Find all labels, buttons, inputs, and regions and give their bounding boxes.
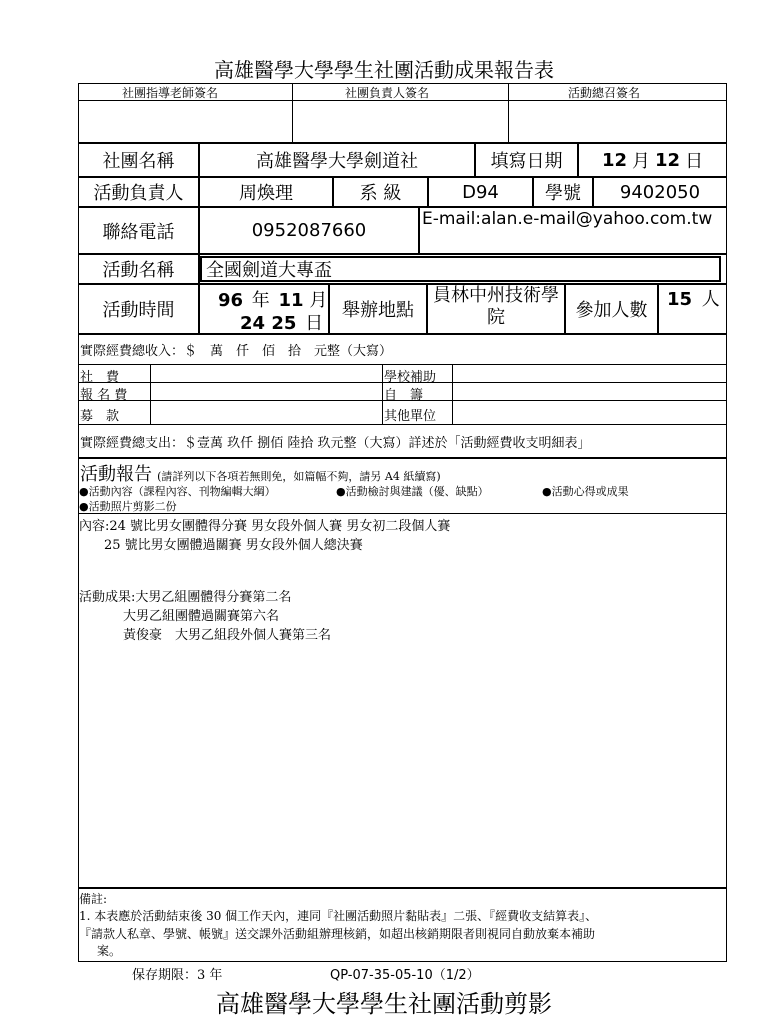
result-line-1: 活動成果:大男乙組團體得分賽第二名 — [79, 590, 292, 605]
report-bullet-1: ●活動內容（課程內容、刊物編輯大綱） — [79, 485, 276, 498]
time-days-line — [240, 309, 323, 335]
page-title: 高雄醫學大學學生社團活動成果報告表 — [214, 58, 554, 82]
dept-label: 系 級 — [333, 177, 428, 207]
activity-value: 全國劍道大專盃 — [200, 256, 721, 282]
participants-unit: 人 — [701, 289, 720, 310]
finance-divider-4 — [78, 424, 726, 425]
person-value: 周煥理 — [199, 177, 333, 207]
report-heading: 活動報告 — [80, 464, 152, 485]
time-year: 96 — [218, 290, 244, 311]
student-id-value: 9402050 — [593, 177, 727, 207]
next-page-title: 高雄醫學大學學生社團活動剪影 — [216, 990, 552, 1018]
participants-label: 參加人數 — [565, 284, 658, 334]
reg-fee-label: 報 名 費 — [80, 388, 128, 403]
remarks-line-2: 『請款人私章、學號、帳號』送交課外活動組辦理核銷，如超出核銷期限者則視同自動放棄本補助 — [79, 927, 596, 941]
report-bullet-4: ●活動照片剪影二份 — [79, 500, 177, 513]
time-label: 活動時間 — [78, 284, 199, 334]
advisor-signature-label: 社團指導老師簽名 — [122, 86, 219, 100]
day-unit: 日 — [685, 151, 704, 172]
phone-value: 0952087660 — [199, 207, 419, 254]
leader-signature-label: 社團負責人簽名 — [345, 86, 430, 100]
finance-col-1 — [150, 364, 151, 424]
report-divider — [78, 513, 726, 514]
retention-period: 保存期限：3 年 — [132, 968, 223, 983]
other-units-label: 其他單位 — [384, 409, 437, 424]
remarks-line-1: 1. 本表應於活動結束後 30 個工作天內，連同『社團活動照片黏貼表』二張、『經費收支結算表』、 — [79, 909, 598, 923]
school-subsidy-label: 學校補助 — [384, 370, 437, 385]
dept-value: D94 — [428, 177, 533, 207]
month-unit-2: 月 — [309, 290, 328, 311]
activity-label: 活動名稱 — [78, 254, 199, 284]
fill-date-day: 12 — [655, 149, 681, 171]
finance-col-3 — [452, 364, 453, 424]
fill-date-label: 填寫日期 — [475, 143, 578, 177]
report-bullet-3: ●活動心得或成果 — [542, 485, 629, 498]
signature-col-divider-1 — [292, 83, 293, 143]
year-unit: 年 — [251, 290, 270, 311]
result-line-3: 黃俊豪 大男乙組段外個人賽第三名 — [123, 628, 332, 643]
person-label: 活動負責人 — [78, 177, 199, 207]
participants-value-cell — [658, 284, 727, 334]
convener-signature-label: 活動總召簽名 — [568, 86, 641, 100]
time-month: 11 — [278, 290, 304, 311]
finance-col-2 — [382, 364, 383, 424]
month-unit: 月 — [632, 151, 650, 172]
place-value: 員林中州技術學院 — [427, 284, 565, 334]
income-text: 實際經費總收入：＄ 萬 仟 佰 拾 元整（大寫） — [80, 344, 393, 359]
fill-date-month: 12 — [601, 149, 627, 171]
form-code: QP-07-35-05-10（1/2） — [330, 968, 480, 983]
report-note: (請詳列以下各項若無則免，如篇幅不夠，請另 A4 紙續寫) — [157, 470, 441, 483]
self-raised-label: 自 籌 — [384, 388, 424, 403]
signature-col-divider-2 — [508, 83, 509, 143]
student-id-label: 學號 — [533, 177, 593, 207]
result-line-2: 大男乙組團體過關賽第六名 — [123, 609, 280, 624]
remarks-label: 備註: — [79, 892, 108, 906]
club-name-label: 社團名稱 — [78, 143, 199, 177]
club-fee-label: 社 費 — [80, 370, 120, 385]
phone-label: 聯絡電話 — [78, 207, 199, 254]
content-line-1: 內容:24 號比男女團體得分賽 男女段外個人賽 男女初二段個人賽 — [79, 519, 451, 534]
participants-value: 15 — [667, 289, 693, 310]
expense-text: 實際經費總支出：＄壹萬 玖仟 捌佰 陸拾 玖元整（大寫）詳述於「活動經費收支明細表」 — [80, 436, 591, 451]
finance-divider-1 — [78, 364, 726, 365]
place-label: 舉辦地點 — [329, 284, 427, 334]
time-days: 24 25 — [240, 313, 297, 334]
time-value — [199, 284, 329, 334]
remarks-line-3: 案。 — [97, 944, 122, 958]
content-line-2: 25 號比男女團體過關賽 男女段外個人總決賽 — [104, 538, 363, 553]
donation-label: 募 款 — [80, 409, 120, 424]
club-name-value: 高雄醫學大學劍道社 — [199, 143, 475, 177]
email-value: E-mail:alan.e-mail@yahoo.com.tw — [419, 207, 727, 254]
fill-date-value — [578, 143, 727, 177]
report-bullet-2: ●活動檢討與建議（優、缺點） — [336, 485, 489, 498]
day-unit-2: 日 — [305, 313, 324, 334]
